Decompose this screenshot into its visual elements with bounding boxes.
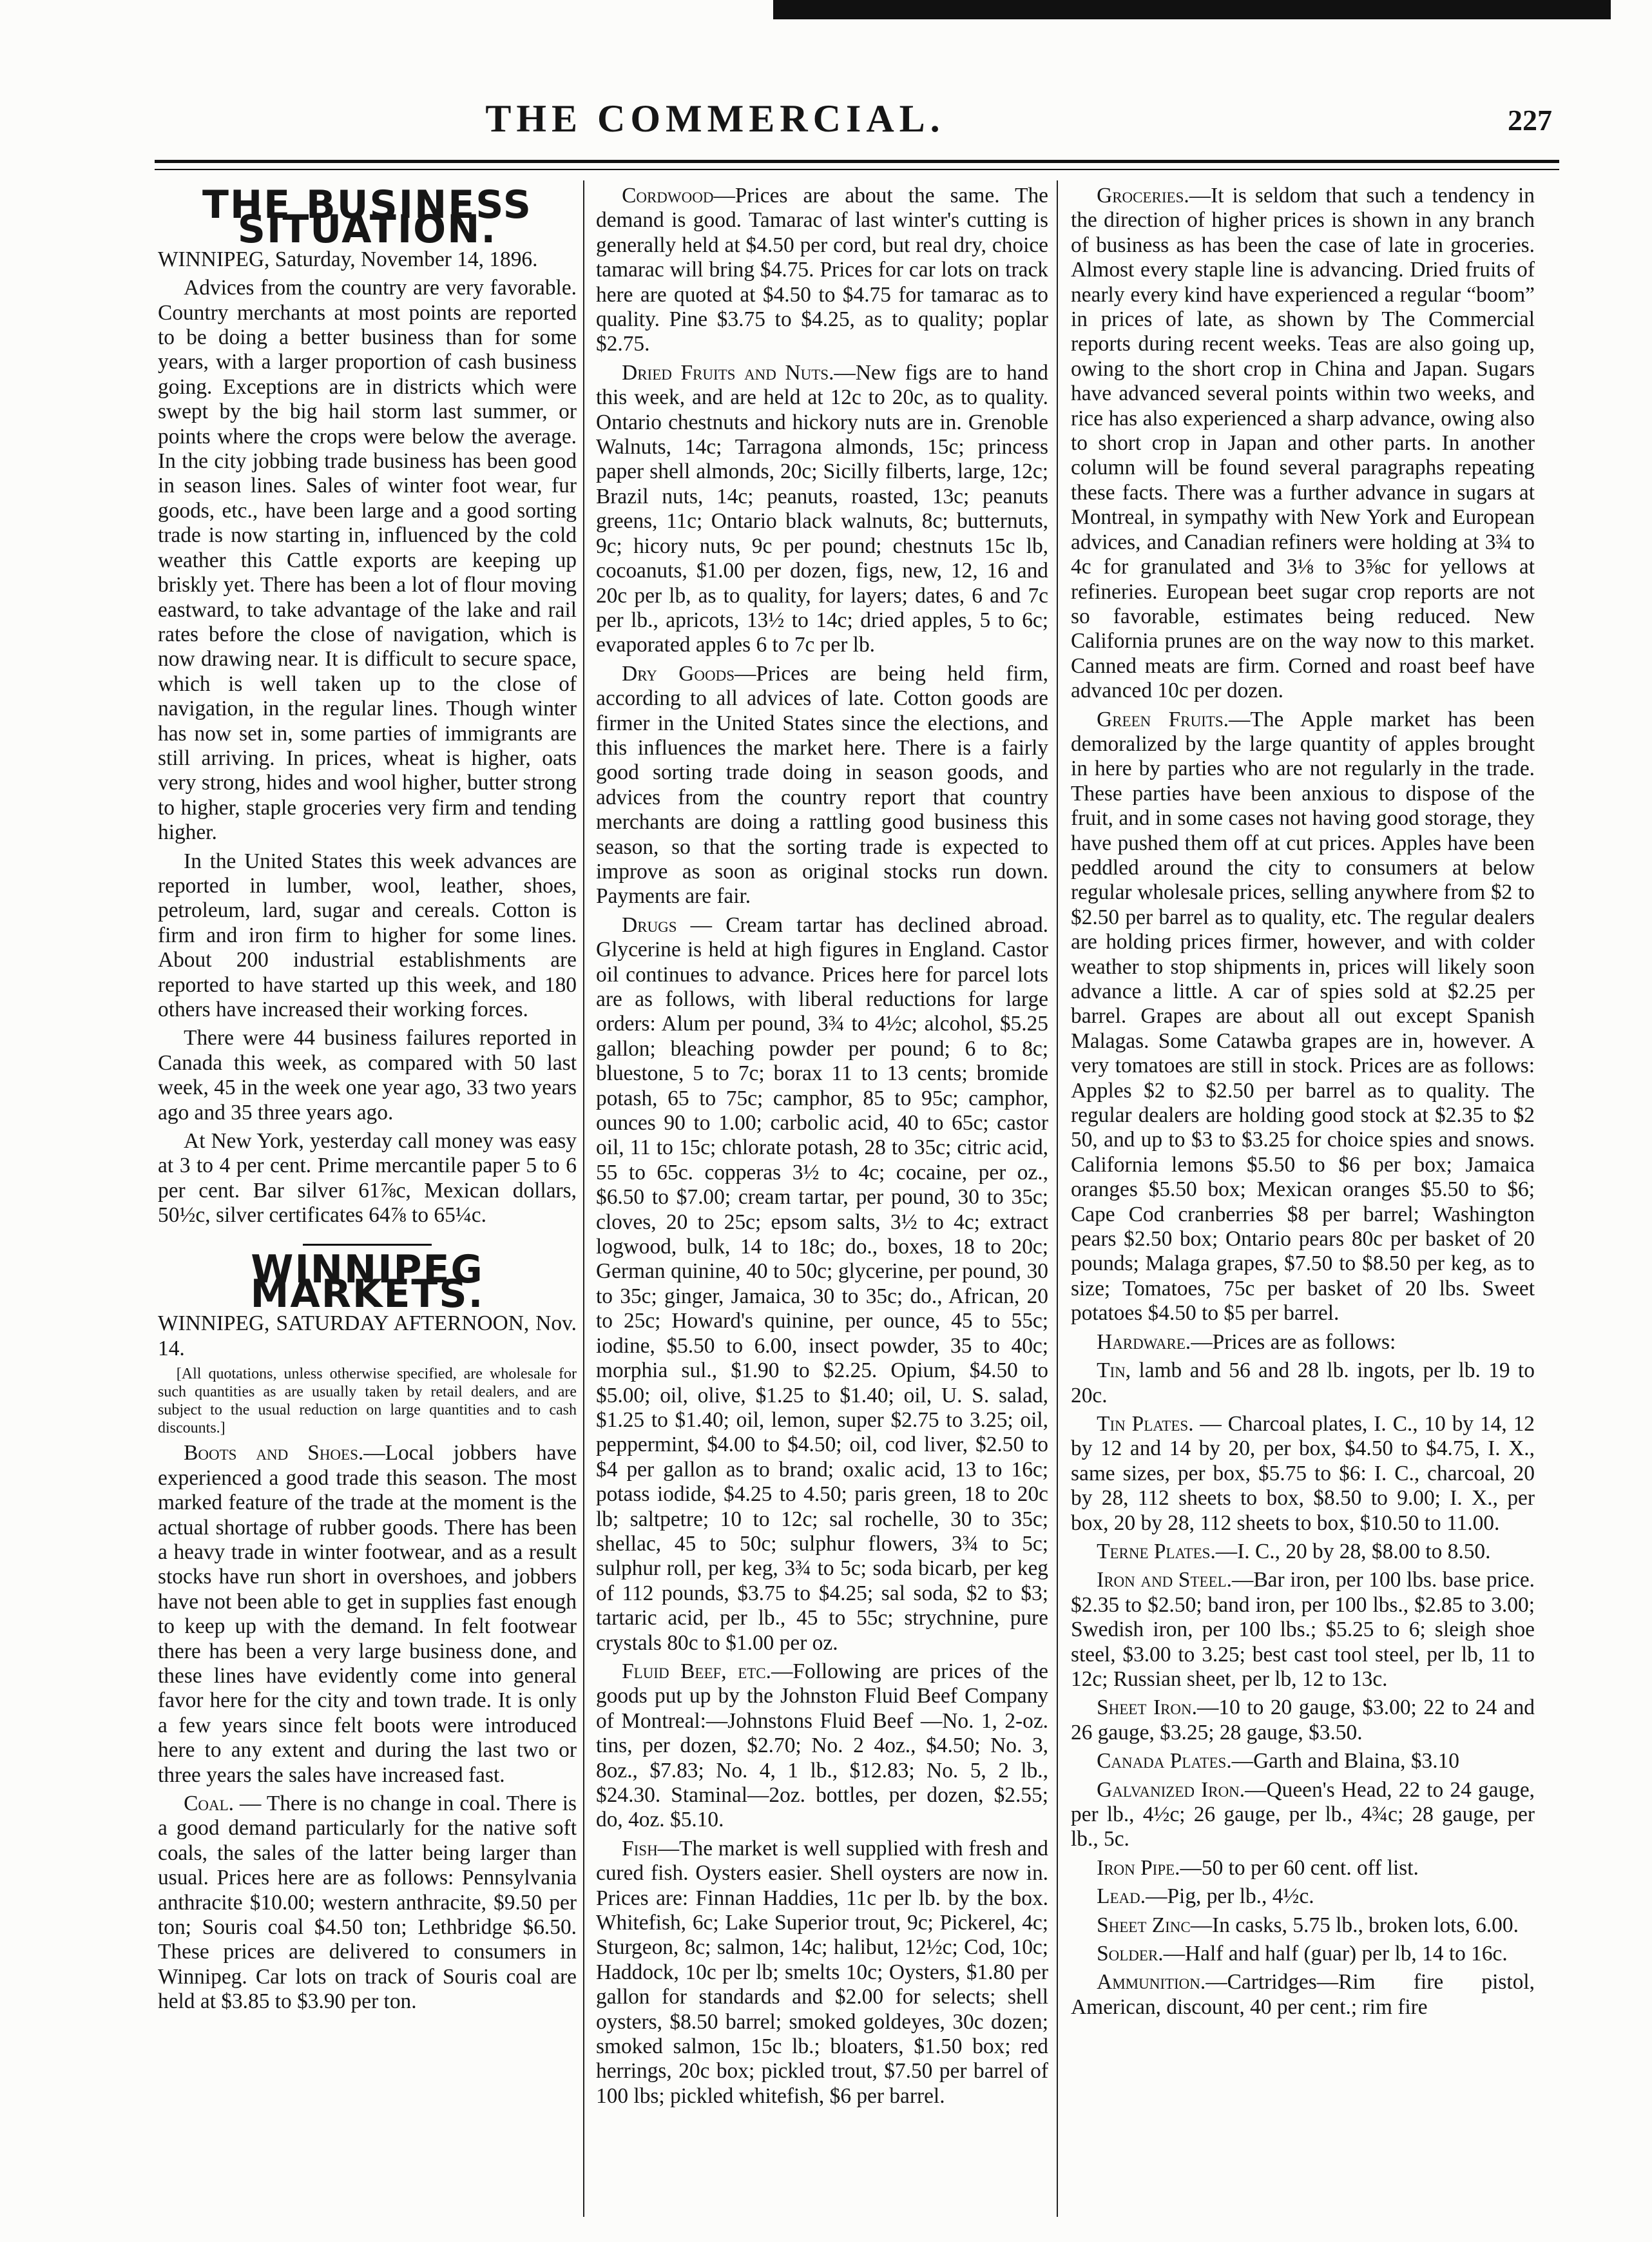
paragraph-text: —Bar iron, per 100 lbs. base price. $2.35 to $2.50; band iron, per 100 lbs., $2.85 to 3.00; Swedish iron, per 100 lbs.; $5.25 to 6; sleigh shoe steel, $3.00 to 3.25; best cast tool steel, per lb, 11 to 12c; Russian sheet, per lb, 12 to 13c. xyxy=(1071,1568,1535,1691)
paragraph-lead: Cordwood xyxy=(622,184,714,208)
paragraph-text: —Queen's Head, 22 to 24 gauge, per lb., 4½c; 26 gauge, per lb., 4¾c; 28 gauge, per lb., 5c. xyxy=(1071,1777,1535,1851)
paragraph xyxy=(1071,1696,1535,1745)
quotation-note: [All quotations, unless otherwise specified, are wholesale for such quantities as are usually taken by retail dealers, and are subject to the usual reduction on large quantities and to cash discounts.] xyxy=(158,1366,577,1437)
paragraph-lead: Lead. xyxy=(1097,1884,1146,1909)
paragraph-lead: Sheet Iron. xyxy=(1097,1696,1197,1720)
paragraph-lead: Fluid Beef, etc. xyxy=(622,1659,771,1683)
paragraph-text: — There is no change in coal. There is a good demand particularly for the native soft coals, the sales of the latter being larger than usual. Prices here are as follows: Pennsylvania anthracite $10.00; western anthracite, $9.50 per ton; Souris coal $4.50 ton; Lethbridge $6.50. These prices are delivered to consumers in Winnipeg. Car lots on track of Souris coal are held at $3.85 to $3.90 per ton. xyxy=(158,1791,577,2014)
paragraph-text: —Half and half (guar) per lb, 14 to 16c. xyxy=(1163,1942,1508,1966)
column-2 xyxy=(596,184,1048,2112)
column-1 xyxy=(158,184,577,2018)
page-number: 227 xyxy=(1508,104,1552,137)
paragraph-text: —50 to per 60 cent. off list. xyxy=(1180,1855,1419,1880)
paragraph-lead: Groceries. xyxy=(1097,184,1189,208)
paragraph-lead: Fish xyxy=(622,1836,658,1860)
dateline: WINNIPEG, SATURDAY AFTERNOON, Nov. 14. xyxy=(158,1311,577,1360)
paragraph-lead: Tin, xyxy=(1097,1358,1131,1383)
masthead: THE COMMERCIAL. xyxy=(485,97,945,140)
paragraph-text: lamb and 56 and 28 lb. ingots, per lb. 19 to 20c. xyxy=(1071,1358,1535,1407)
paragraph xyxy=(1071,1749,1535,1773)
column-divider xyxy=(583,180,584,2217)
paragraph xyxy=(1071,1913,1535,1938)
paragraph-lead: Galvanized Iron. xyxy=(1097,1777,1245,1802)
section-separator xyxy=(303,1244,432,1246)
paragraph-text: —Prices are being held firm, according to all advices of late. Cotton goods are firmer in the United States since the elections, and this influences the market here. There is a fairly good sorting trade doing in season goods, and advices from the country report that country merchants are doing a rattling good business this season, so that the sorting trade is expected to improve as soon as original stocks run down. Payments are fair. xyxy=(596,661,1048,909)
dateline: WINNIPEG, Saturday, November 14, 1896. xyxy=(158,247,538,271)
paragraph-text: —New figs are to hand this week, and are held at 12c to 20c, as to quality. Ontario chestnuts and hickory nuts are in. Grenoble Walnuts, 14c; Tarragona almonds, 15c; princess paper shell almonds, 20c; Sicilly filberts, large, 12c; Brazil nuts, 14c; peanuts, roasted, 13c; peanuts greens, 11c; Ontario black walnuts, 8c; butternuts, 9c; hicory nuts, 9c per pound; chestnuts 15c lb, cocoanuts, $1.00 per dozen, figs, new, 12, 16 and 20c per lb, as to quality, for layers; dates, 6 and 7c per lb., apricots, 13½ to 14c; dried apples, 5 to 6c; evaporated apples 6 to 7c per lb. xyxy=(596,360,1048,657)
paragraph xyxy=(596,1837,1048,2109)
paragraph xyxy=(158,1441,577,1788)
paragraph-text: —Cartridges—Rim fire pistol, American, discount, 40 per cent.; rim fire xyxy=(1071,1970,1535,2019)
paragraph-text: —The Apple market has been demoralized by the large quantity of apples brought in here by parties who are not regularly in the trade. These parties have been anxious to dispose of the fruit, and in some cases not having good storage, they have pushed them off at cut prices. Apples have been peddled around the city to consumers at below regular wholesale prices, selling anywhere from $2 to $2.50 per barrel as to quality, etc. The regular dealers are holding prices firmer, however, and with colder weather to stop shipments in, prices will likely soon advance a little. A car of spies sold at $2.25 per barrel. Grapes are about all out except Spanish Malagas. Some Catawba grapes are in, however. A very tomatoes are still in stock. Prices are as follows: Apples $2 to $2.50 per barrel as to quality. The regular dealers are holding good stock at $2.35 to $2 50, and up to $3 to $3.25 for choice spies and snows. California lemons $5.50 to $6 per box; Jamaica oranges $5.50 box; Mexican oranges $5.50 to $6; Cape Cod cranberries $8 per barrel; Washington pears $2.50 box; Ontario pears 80c per basket of 20 pounds; Malaga grapes, $7.50 to $8.50 per keg, as to size; Tomatoes, 75c per basket of 20 lbs. Sweet potatoes $4.50 to $5 per barrel. xyxy=(1071,707,1535,1326)
paragraph-text: —In casks, 5.75 lb., broken lots, 6.00. xyxy=(1190,1913,1519,1937)
paragraph xyxy=(1071,1540,1535,1564)
column-3 xyxy=(1071,184,1535,2024)
paragraph xyxy=(1071,1884,1535,1909)
paragraph-text: — Charcoal plates, I. C., 10 by 14, 12 by 12 and 14 by 20, per box, $4.50 to $4.75, I. X., same sizes, per box, $5.75 to $6: I. C., charcoal, 20 by 28, 112 sheets to box, $8.50 to 9.00; I. X., per box, 20 by 28, 112 sheets to box, $10.50 to 11.00. xyxy=(1071,1411,1535,1535)
paragraph-lead: Green Fruits. xyxy=(1097,707,1229,731)
paragraph-text: —Prices are as follows: xyxy=(1191,1329,1396,1354)
paragraph xyxy=(1071,1856,1535,1880)
paragraph-text: —Following are prices of the goods put up by the Johnston Fluid Beef Company of Montreal:—Johnstons Fluid Beef —No. 1, 2-oz. tins, per dozen, $2.70; No. 2 4oz., $4.50; No. 3, 8oz., $7.83; No. 4, 1 lb., $12.83; No. 5, 2 lb., $24.30. Staminal—2oz. bottles, per dozen, $2.55; do, 4oz. $5.10. xyxy=(596,1659,1049,1832)
paragraph-text: —10 to 20 gauge, $3.00; 22 to 24 and 26 gauge, $3.25; 28 gauge, $3.50. xyxy=(1071,1696,1535,1744)
paragraph xyxy=(1071,184,1535,704)
paragraph xyxy=(1071,1358,1535,1408)
paragraph xyxy=(1071,1412,1535,1536)
paragraph-lead: Canada Plates. xyxy=(1097,1749,1232,1773)
paragraph: Advices from the country are very favorable. Country merchants at most points are reported to be doing a better business than for some years, with a larger proportion of cash business going. Exceptions are in districts which were swept by the big hail storm last summer, or points where the crops were below the average. In the city jobbing trade business has been good in season lines. Sales of winter foot wear, fur goods, etc., have been large and a good sorting trade is now starting in, influenced by the cold weather this Cattle exports are keeping up briskly yet. There has been a lot of flour moving eastward, to take advantage of the lake and rail rates before the close of navigation, which is now drawing near. It is difficult to secure space, which is well taken up to the close of navigation, in the regular lines. Though winter has now set in, some parties of immigrants are still arriving. In prices, wheat is higher, oats very strong, hides and wool higher, butter strong to higher, staple groceries very firm and tending higher. xyxy=(158,276,577,845)
paragraph: In the United States this week advances are reported in lumber, wool, leather, shoes, petroleum, lard, sugar and cereals. Cotton is firm and iron firm to higher for some lines. About 200 industrial establishments are reported to have started up this week, and 180 others have increased their working forces. xyxy=(158,849,577,1021)
paragraph xyxy=(596,184,1048,357)
paragraph-lead: Dry Goods xyxy=(622,661,735,686)
paragraph: There were 44 business failures reported in Canada this week, as compared with 50 last week, 45 in the week one year ago, 33 two years ago and 35 three years ago. xyxy=(158,1026,577,1125)
paragraph-lead: Ammunition. xyxy=(1097,1970,1206,1995)
paragraph-lead: Tin Plates. xyxy=(1097,1411,1194,1436)
paragraph-text: —It is seldom that such a tendency in the direction of higher prices is shown in any branch of business as has been the case of late in groceries. Almost every staple line is advancing. Dried fruits of nearly every kind have experienced a regular “boom” in prices of late, as shown by The Commercial reports during recent weeks. Teas are also going up, owing to the short crop in China and Japan. Sugars have advanced several points within two weeks, and rice has also experienced a sharp advance, owing also to short crop in Japan and other parts. In another column will be found several paragraphs repeating these facts. There was a further advance in sugars at Montreal, in sympathy with New York and European advices, and Canadian refiners were holding at 3¾ to 4c for granulated and 3⅛ to 3⅝c for yellows at refineries. European beet sugar crop reports are not so favorable, estimates being reduced. New California prunes are on the way now to this market. Canned meats are firm. Corned and roast beef have advanced 10c per dozen. xyxy=(1071,184,1535,703)
paragraph-lead: Coal. xyxy=(184,1791,234,1815)
paragraph-text: —Local jobbers have experienced a good trade this season. The most marked feature of the trade at the moment is the actual shortage of rubber goods. There has been a heavy trade in winter footwear, and as a result stocks have run short in overshoes, and jobbers have not been able to get in supplies fast enough to keep up with the demand. In felt footwear there has been a very large business done, and these lines have evidently come into general favor here for the city and town trade. It is only a few years since felt boots were introduced here to any extent and during the last two or three years the sales have increased fast. xyxy=(158,1441,577,1787)
paragraph-lead: Iron Pipe. xyxy=(1097,1855,1180,1880)
paragraph xyxy=(1071,708,1535,1326)
article-title: WINNIPEG MARKETS. xyxy=(250,1246,485,1317)
paragraph-lead: Terne Plates. xyxy=(1097,1539,1216,1563)
paragraph-text: —Pig, per lb., 4½c. xyxy=(1146,1884,1314,1909)
paragraph xyxy=(596,361,1048,658)
paragraph-text: —The market is well supplied with fresh and cured fish. Oysters easier. Shell oysters are now in. Prices are: Finnan Haddies, 11c per lb. by the box. Whitefish, 6c; Lake Superior trout, 9c; Pickerel, 4c; Sturgeon, 8c; salmon, 14c; halibut, 12½c; Cod, 10c; Haddock, 10c per lb; smelts 10c; Oysters, $1.80 per gallon for standards and $2.00 for selects; shell oysters, $8.50 barrel; smoked goldeyes, 30c dozen; smoked salmon, 15c lb.; bloaters, $1.50 box; red herrings, 20c box; pickled trout, $7.50 per barrel of 100 lbs; pickled whitefish, $6 per barrel. xyxy=(596,1836,1048,2108)
header-rule-thin xyxy=(155,169,1559,170)
paragraph-text: —Garth and Blaina, $3.10 xyxy=(1231,1749,1459,1773)
article-title: THE BUSINESS SITUATION. xyxy=(202,182,532,253)
paragraph-lead: Sheet Zinc xyxy=(1097,1913,1191,1937)
paragraph xyxy=(596,1659,1048,1833)
paragraph-lead: Dried Fruits and Nuts. xyxy=(622,360,834,385)
paragraph: At New York, yesterday call money was easy at 3 to 4 per cent. Prime mercantile paper 5 to 6 per cent. Bar silver 61⅞c, Mexican dollars, 50½c, silver certificates 64⅞ to 65¼c. xyxy=(158,1129,577,1228)
scan-top-bar xyxy=(773,0,1611,19)
paragraph-text: —Prices are about the same. The demand is good. Tamarac of last winter's cutting is generally held at $4.50 per cord, but real dry, choice tamarac will bring $4.75. Prices for car lots on track here are quoted at $4.50 to $4.75 for tamarac as to quality. Pine $3.75 to $4.25, as to quality; poplar $2.75. xyxy=(596,184,1048,356)
paragraph-text: —I. C., 20 by 28, $8.00 to 8.50. xyxy=(1215,1539,1491,1563)
paragraph xyxy=(596,913,1048,1656)
paragraph-text: — Cream tartar has declined abroad. Glycerine is held at high figures in England. Castor oil continues to advance. Prices here for parcel lots are as follows, with liberal reductions for large orders: Alum per pound, 3¾ to 4½c; alcohol, $5.25 gallon; bleaching powder per pound; 6 to 8c; bluestone, 5 to 7c; borax 11 to 13 cents; bromide potash, 65 to 75c; camphor, 85 to 95c; camphor, ounces 90 to 1.00; carbolic acid, 40 to 65c; castor oil, 11 to 15c; chlorate potash, 28 to 35c; citric acid, 55 to 65c. copperas 3½ to 4c; cocaine, per oz., $6.50 to $7.00; cream tartar, per pound, 30 to 35c; cloves, 20 to 25c; epsom salts, 3½ to 4c; extract logwood, bulk, 14 to 18c; do., boxes, 18 to 20c; German quinine, 40 to 50c; glycerine, per pound, 30 to 35c; ginger, Jamaica, 30 to 35c; do., African, 20 to 25c; Howard's quinine, per ounce, 45 to 55c; iodine, $5.50 to 6.00, insect powder, 35 to 40c; morphia sul., $1.90 to $2.25. Opium, $4.50 to $5.00; oil, olive, $1.25 to $1.40; oil, U. S. salad, $1.25 to $1.40; oil, lemon, super $2.75 to 3.25; oil, peppermint, $4.00 to $4.50; oil, cod liver, $2.50 to $4 per gallon as to brand; oxalic acid, 13 to 16c; potass iodide, $4.25 to 4.50; paris green, 18 to 20c lb; saltpetre; 10 to 12c; sal rochelle, 30 to 35c; shellac, 45 to 50c; sulphur flowers, 3¾ to 5c; sulphur roll, per keg, 3¾ to 5c; soda bicarb, per keg of 112 pounds, $3.75 to $4.25; sal soda, $2 to $3; tartaric acid, per lb., 45 to 55c; strychnine, pure crystals 80c to $1.00 per oz. xyxy=(596,913,1048,1655)
paragraph xyxy=(1071,1970,1535,2020)
paragraph-lead: Drugs xyxy=(622,913,677,937)
header-rule xyxy=(155,160,1559,163)
paragraph-lead: Hardware. xyxy=(1097,1329,1191,1354)
paragraph-lead: Boots and Shoes. xyxy=(184,1441,364,1465)
paragraph xyxy=(158,1792,577,2015)
column-divider xyxy=(1057,180,1058,2217)
paragraph xyxy=(1071,1568,1535,1692)
paragraph xyxy=(596,662,1048,909)
paragraph xyxy=(1071,1942,1535,1966)
paragraph xyxy=(1071,1330,1535,1355)
paragraph-lead: Solder. xyxy=(1097,1942,1164,1966)
paragraph xyxy=(1071,1778,1535,1852)
paragraph-lead: Iron and Steel. xyxy=(1097,1568,1232,1592)
